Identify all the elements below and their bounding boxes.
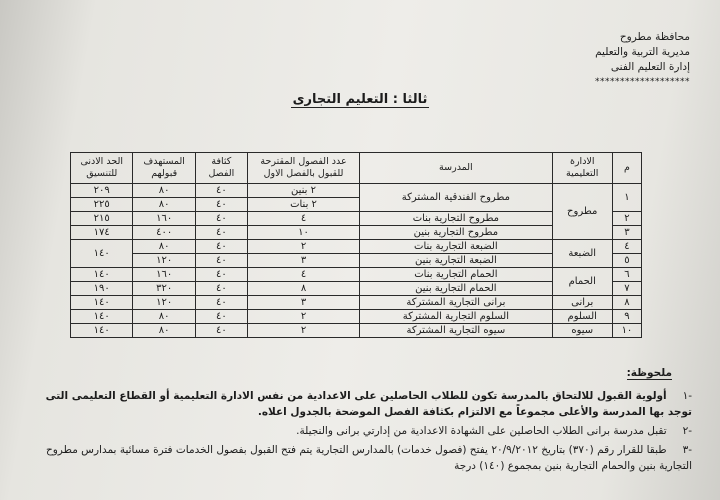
row-min-score: ١٤٠ — [71, 240, 133, 268]
row-min-score: ١٤٠ — [71, 296, 133, 310]
row-density: ٤٠ — [195, 296, 247, 310]
row-target: ١٦٠ — [133, 268, 195, 282]
row-num: ٥ — [612, 254, 641, 268]
row-classes: ١٠ — [247, 226, 359, 240]
row-classes: ٨ — [247, 282, 359, 296]
row-min-score: ١٩٠ — [71, 282, 133, 296]
row-target: ٣٢٠ — [133, 282, 195, 296]
row-target: ١٦٠ — [133, 212, 195, 226]
row-school: الضبعة التجارية بنين — [360, 254, 552, 268]
table-row — [71, 268, 642, 282]
row-density: ٤٠ — [195, 198, 247, 212]
row-school: الضبعة التجارية بنات — [360, 240, 552, 254]
row-target: ٨٠ — [133, 240, 195, 254]
row-target: ١٢٠ — [133, 254, 195, 268]
row-school: مطروح التجارية بنين — [360, 226, 552, 240]
row-density: ٤٠ — [195, 282, 247, 296]
row-admin: الحمام — [552, 268, 612, 296]
row-school: مطروح التجارية بنات — [360, 212, 552, 226]
row-admin: سيوه — [552, 324, 612, 338]
row-school: الحمام التجارية بنات — [360, 268, 552, 282]
row-classes: ٣ — [247, 296, 359, 310]
row-density: ٤٠ — [195, 254, 247, 268]
row-density: ٤٠ — [195, 226, 247, 240]
note-number: -٢ — [682, 425, 692, 437]
row-num: ١٠ — [612, 324, 641, 338]
row-min-score: ٢١٥ — [71, 212, 133, 226]
row-num: ١ — [612, 184, 641, 212]
row-classes: ٢ — [247, 310, 359, 324]
row-school: الحمام التجارية بنين — [360, 282, 552, 296]
row-classes: ٤ — [247, 212, 359, 226]
row-target: ١٢٠ — [133, 296, 195, 310]
row-target: ٨٠ — [133, 310, 195, 324]
governorate-line: محافظة مطروح — [619, 31, 690, 43]
row-school: السلوم التجارية المشتركة — [360, 310, 552, 324]
row-min-score: ١٤٠ — [71, 268, 133, 282]
row-num: ٤ — [612, 240, 641, 254]
header-min-score: الحد الادنى للتنسيق — [71, 153, 133, 184]
header-admin: الادارة التعليمية — [552, 153, 612, 184]
note-text: طبقا للقرار رقم (٣٧٠) بتاريخ ٢٠/٩/٢٠١٢ يفتح (فصول خدمات) بالمدارس التجارية يتم فتح القبول بفصول الخدمات فترة مسائية بمدارس مطروح التجارية بنين والحمام التجارية بنين بمجموع (١٤٠) درجة — [45, 444, 692, 472]
row-min-score: ١٤٠ — [71, 324, 133, 338]
row-classes: ٢ بنين — [247, 184, 359, 198]
row-school: سيوه التجارية المشتركة — [360, 324, 552, 338]
row-target: ٨٠ — [133, 324, 195, 338]
table-row — [71, 310, 642, 324]
row-num: ٣ — [612, 226, 641, 240]
directorate-line: مديرية التربية والتعليم — [595, 46, 690, 58]
header-school: المدرسة — [360, 153, 552, 184]
row-classes: ٢ — [247, 324, 359, 338]
note-item — [30, 388, 692, 420]
row-classes: ٢ بنات — [247, 198, 359, 212]
row-admin: السلوم — [552, 310, 612, 324]
notes-list — [30, 388, 692, 477]
row-min-score: ٢٢٥ — [71, 198, 133, 212]
note-number: -٣ — [682, 444, 692, 456]
notes-title: ملحوظة: — [626, 367, 672, 379]
table-header-row — [71, 153, 642, 184]
row-target: ٤٠٠ — [133, 226, 195, 240]
row-classes: ٤ — [247, 268, 359, 282]
header-num: م — [612, 153, 641, 184]
header-density: كثافة الفصل — [195, 153, 247, 184]
row-num: ٦ — [612, 268, 641, 282]
row-density: ٤٠ — [195, 212, 247, 226]
section-title: ثالثا : التعليم التجارى — [292, 92, 428, 107]
row-density: ٤٠ — [195, 184, 247, 198]
note-number: -١ — [682, 390, 692, 402]
row-density: ٤٠ — [195, 268, 247, 282]
stars-divider: ******************* — [595, 77, 690, 87]
row-num: ٢ — [612, 212, 641, 226]
row-density: ٤٠ — [195, 324, 247, 338]
row-admin: مطروح — [552, 184, 612, 240]
row-num: ٩ — [612, 310, 641, 324]
row-admin: برانى — [552, 296, 612, 310]
header-classes: عدد الفصول المقترحة للقبول بالفصل الاول — [247, 153, 359, 184]
row-admin: الضبعة — [552, 240, 612, 268]
row-num: ٧ — [612, 282, 641, 296]
admissions-table — [70, 152, 642, 338]
row-classes: ٢ — [247, 240, 359, 254]
row-min-score: ٢٠٩ — [71, 184, 133, 198]
row-min-score: ١٧٤ — [71, 226, 133, 240]
row-min-score: ١٤٠ — [71, 310, 133, 324]
note-item — [30, 442, 692, 474]
note-text: تقبل مدرسة برانى الطلاب الحاصلين على الشهادة الاعدادية من إدارتي برانى والنجيلة. — [296, 425, 667, 437]
row-num: ٨ — [612, 296, 641, 310]
row-school: برانى التجارية المشتركة — [360, 296, 552, 310]
row-density: ٤٠ — [195, 240, 247, 254]
row-classes: ٣ — [247, 254, 359, 268]
table-row — [71, 296, 642, 310]
administration-line: إدارة التعليم الفنى — [610, 61, 690, 73]
note-text: أولوية القبول للالتحاق بالمدرسة تكون للطلاب الحاصلين على الاعدادية من نفس الادارة التعليمية أو القطاع التعليمى التى توجد بها المدرسة والأعلى مجموعاً مع الالتزام بكثافة الفصل الموضحة بالجدول اعلاه. — [45, 390, 692, 418]
table-row — [71, 184, 642, 198]
table-row — [71, 240, 642, 254]
header-target: المستهدف قبولهم — [133, 153, 195, 184]
note-item — [30, 423, 692, 439]
table-row — [71, 324, 642, 338]
document-header — [530, 30, 690, 90]
row-school: مطروح الفندقية المشتركة — [360, 184, 552, 212]
row-target: ٨٠ — [133, 198, 195, 212]
row-density: ٤٠ — [195, 310, 247, 324]
row-target: ٨٠ — [133, 184, 195, 198]
